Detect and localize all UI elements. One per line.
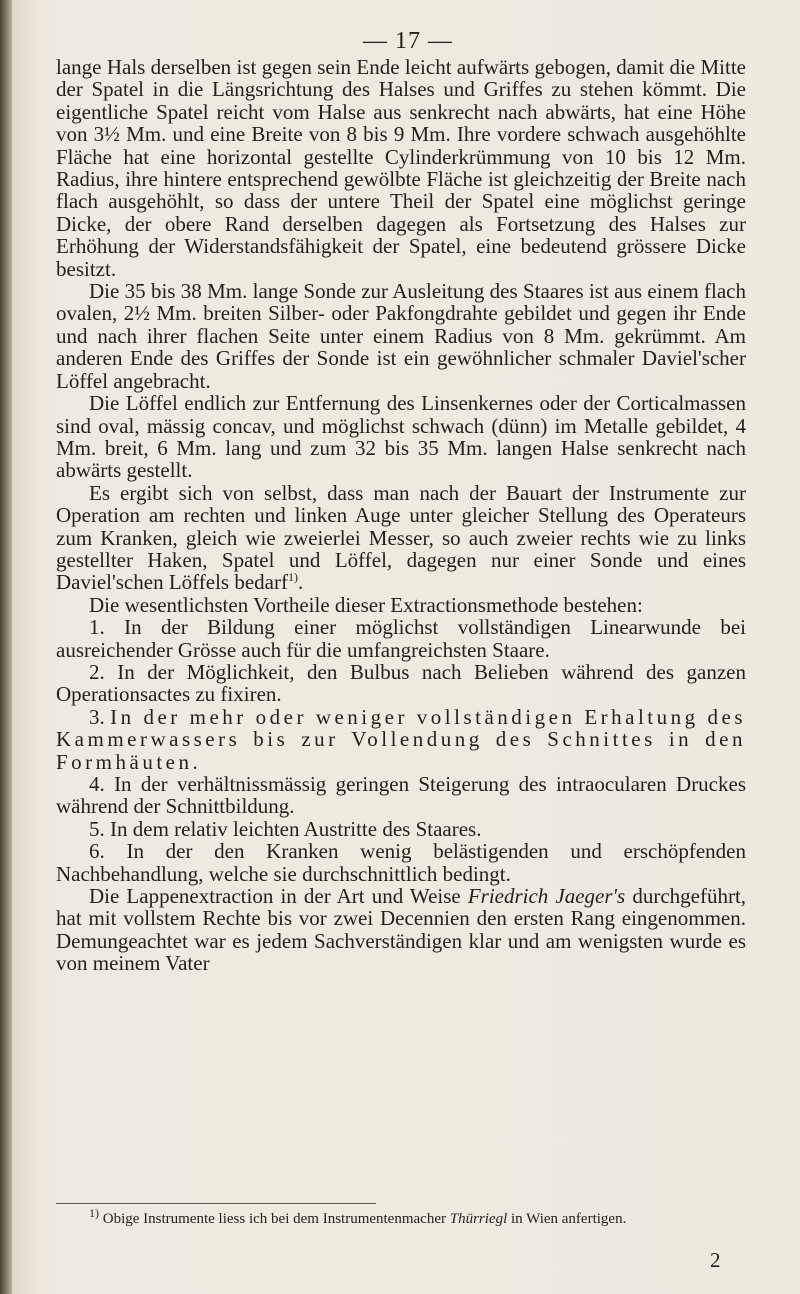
item-label: 6. [89, 839, 105, 864]
item-text: In der verhältnissmässig geringen Steigerung des intraocularen Druckes während der Schnittbildung. [56, 772, 746, 819]
item-label: 5. [89, 816, 105, 841]
running-head: — 17 — [363, 28, 453, 54]
footnote-text-end: in Wien anfertigen. [511, 1211, 627, 1227]
binding-shadow [0, 0, 12, 1294]
list-item [56, 661, 746, 706]
footnote [56, 1206, 746, 1228]
paragraph-text: durchgeführt, hat mit vollstem Rechte bis vor zwei Decennien den ersten Rang eingenommen. Demungeachtet war es jedem Sachverständigen klar und am wenigsten wurde es von meinem Vater [56, 884, 747, 976]
item-text: In der den Kranken wenig belästigenden und erschöpfenden Nachbehandlung, welche sie durchschnittlich bedingt. [56, 839, 746, 886]
paragraph-text: Es ergibt sich von selbst, dass man nach der Bauart der Instrumente zur Operation am rechten und linken Auge unter gleicher Stellung des Operateurs zum Kranken, gleich wie zweierlei Messer, so auch zweier rechts wie zu links gestellter Haken, Spatel und Löffel, dagegen nur einer Sonde und eines Daviel'schen Löffels bedarf [56, 480, 746, 595]
item-label: 1. [89, 615, 105, 640]
footnote-text-start: Obige Instrumente liess ich bei dem Instrumentenmacher [102, 1211, 446, 1227]
item-text: In der Bildung einer möglichst vollständigen Linearwunde bei ausreichender Grösse auch für die umfangreichsten Staare. [56, 615, 746, 662]
footnote-mark: 1) [89, 1206, 99, 1220]
paragraph: lange Hals derselben ist gegen sein Ende leicht aufwärts gebogen, damit die Mitte der Spatel in die Längsrichtung des Halses und Griffes zu stehen kömmt. Die eigentliche Spatel reicht vom Halse aus senkrecht nach abwärts, hat eine Höhe von 3½ Mm. und eine Breite von 8 bis 9 Mm. Ihre vordere schwach ausgehöhlte Fläche hat eine horizontal gestellte Cylinderkrümmung von 10 bis 12 Mm. Radius, ihre hintere entsprechend gewölbte Fläche ist gleichzeitig der Breite nach flach ausgehöhlt, so dass der untere Theil der Spatel eine möglichst geringe Dicke, der obere Rand derselben dagegen als Fortsetzung des Halses zur Erhöhung der Widerstandsfähigkeit der Spatel, eine bedeutend grössere Dicke besitzt. [56, 55, 746, 281]
list-item [56, 706, 746, 773]
item-label: 3. [89, 704, 105, 729]
footnote-mark: 1) [287, 570, 298, 585]
item-text: In der mehr oder weniger vollständigen Erhaltung des Kammerwassers bis zur Vollendung des Schnittes in den Formhäuten. [56, 704, 746, 774]
signature-mark: 2 [710, 1248, 721, 1272]
footnote-rule [56, 1203, 376, 1204]
list-item [56, 773, 746, 818]
paragraph [56, 885, 746, 975]
item-label: 4. [89, 772, 105, 796]
footnote-text [56, 1206, 746, 1228]
paragraph: Die 35 bis 38 Mm. lange Sonde zur Ausleitung des Staares ist aus einem flach ovalen, 2½ Mm. breiten Silber- oder Pakfongdrahte gebildet und gegen ihr Ende und nach ihrer flachen Seite unter einem Radius von 8 Mm. gekrümmt. Am anderen Ende des Griffes der Sonde ist ein gewöhnlicher schmaler Daviel'scher Löffel angebracht. [56, 279, 746, 393]
item-text: In der Möglichkeit, den Bulbus nach Belieben während des ganzen Operationsactes zu fixiren. [56, 659, 746, 707]
paragraph: Die Löffel endlich zur Entfernung des Linsenkernes oder der Corticalmassen sind oval, mässig concav, und möglichst schwach (dünn) im Metalle gebildet, 4 Mm. breit, 6 Mm. lang und zum 32 bis 35 Mm. langen Halse senkrecht nach abwärts gestellt. [56, 391, 746, 483]
list-item [56, 616, 746, 661]
person-name: Thürriegl [449, 1211, 508, 1227]
paragraph-text: Die Lappenextraction in der Art und Weise [89, 884, 461, 909]
paragraph: Die wesentlichsten Vortheile dieser Extractionsmethode bestehen: [89, 592, 643, 617]
item-text: In dem relativ leichten Austritte des Staares. [110, 816, 482, 841]
person-name: Friedrich Jaeger's [467, 884, 626, 909]
body-text [56, 56, 746, 975]
item-label: 2. [89, 659, 105, 684]
paragraph: Es ergibt sich von selbst, dass man nach der Bauart der Instrumente zur Operation am rechten und linken Auge unter gleicher Stellung des Operateurs zum Kranken, gleich wie zweierlei Messer, so auch zweier rechts wie zu links gestellter Haken, Spatel und Löffel, dagegen nur einer Sonde und eines Daviel'schen Löffels bedarf$^{1)}$. [56, 480, 746, 595]
list-item [56, 840, 746, 885]
list-item [56, 818, 746, 840]
